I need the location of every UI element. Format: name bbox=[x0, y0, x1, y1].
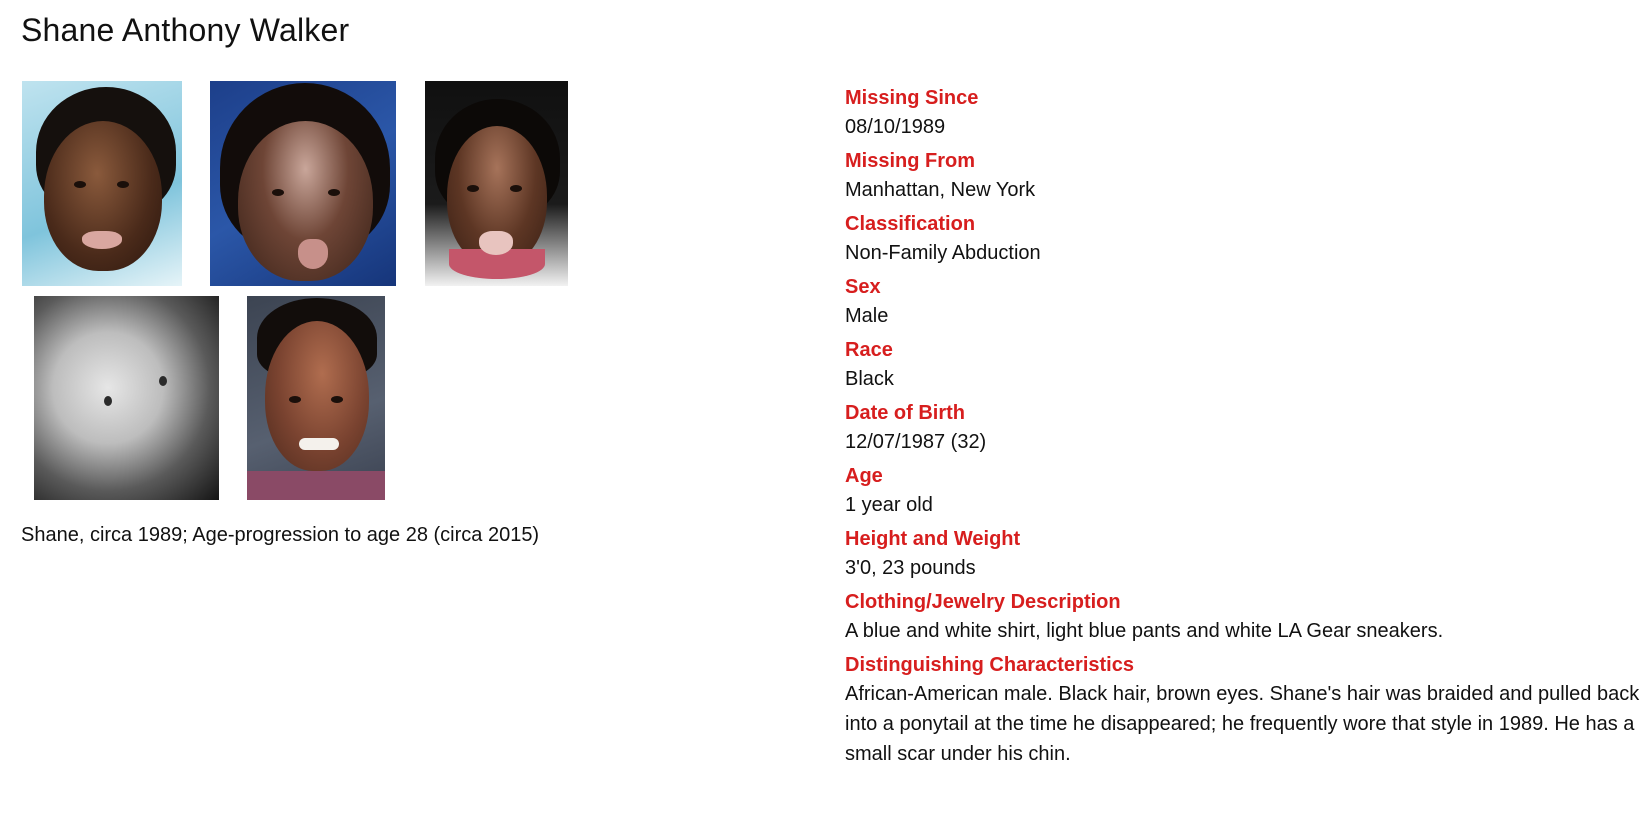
photo-mouth-shape bbox=[299, 438, 339, 450]
detail-value: 12/07/1987 (32) bbox=[845, 431, 987, 453]
detail-label: Clothing/Jewelry Description bbox=[845, 591, 1121, 613]
case-details bbox=[845, 84, 1645, 774]
photo-childhood-3[interactable] bbox=[425, 81, 568, 286]
detail-date-of-birth bbox=[845, 399, 1645, 457]
detail-label: Distinguishing Characteristics bbox=[845, 654, 1134, 676]
detail-value: Non-Family Abduction bbox=[845, 242, 1041, 264]
photo-feature-shape bbox=[159, 376, 167, 386]
detail-label: Date of Birth bbox=[845, 402, 965, 424]
detail-missing-since bbox=[845, 84, 1645, 142]
photo-childhood-bw[interactable] bbox=[34, 296, 219, 500]
photo-eye-shape bbox=[289, 396, 301, 403]
page-title: Shane Anthony Walker bbox=[21, 12, 350, 48]
photo-eye-shape bbox=[331, 396, 343, 403]
photo-age-progression[interactable] bbox=[247, 296, 385, 500]
detail-label: Missing Since bbox=[845, 87, 979, 109]
detail-race bbox=[845, 336, 1645, 394]
detail-value: 3'0, 23 pounds bbox=[845, 557, 976, 579]
detail-label: Sex bbox=[845, 276, 881, 298]
detail-missing-from bbox=[845, 147, 1645, 205]
photo-feature-shape bbox=[104, 396, 112, 406]
detail-label: Classification bbox=[845, 213, 976, 235]
photo-childhood-2[interactable] bbox=[210, 81, 396, 286]
detail-label: Height and Weight bbox=[845, 528, 1021, 550]
photo-shirt-shape bbox=[247, 471, 385, 500]
photo-eye-shape bbox=[328, 189, 340, 196]
detail-sex bbox=[845, 273, 1645, 331]
photo-mouth-shape bbox=[298, 239, 328, 269]
photo-mouth-shape bbox=[82, 231, 122, 249]
detail-age bbox=[845, 462, 1645, 520]
photo-eye-shape bbox=[467, 185, 479, 192]
detail-height-weight bbox=[845, 525, 1645, 583]
detail-distinguishing-characteristics bbox=[845, 651, 1645, 769]
photo-childhood-1[interactable] bbox=[22, 81, 182, 286]
detail-value: African-American male. Black hair, brown eyes. Shane's hair was braided and pulled back into a ponytail at the time he disappeared; he frequently wore that style in 1989. He has a small scar under his chin. bbox=[845, 683, 1640, 765]
detail-label: Missing From bbox=[845, 150, 976, 172]
detail-clothing bbox=[845, 588, 1645, 646]
photo-mouth-shape bbox=[479, 231, 513, 255]
photo-eye-shape bbox=[272, 189, 284, 196]
photo-caption: Shane, circa 1989; Age-progression to age 28 (circa 2015) bbox=[21, 524, 540, 546]
detail-classification bbox=[845, 210, 1645, 268]
detail-value: Male bbox=[845, 305, 889, 327]
detail-value: A blue and white shirt, light blue pants and white LA Gear sneakers. bbox=[845, 620, 1444, 642]
photo-eye-shape bbox=[510, 185, 522, 192]
photo-eye-shape bbox=[117, 181, 129, 188]
detail-label: Race bbox=[845, 339, 893, 361]
detail-value: Black bbox=[845, 368, 894, 390]
detail-value: Manhattan, New York bbox=[845, 179, 1036, 201]
detail-value: 08/10/1989 bbox=[845, 116, 946, 138]
detail-label: Age bbox=[845, 465, 883, 487]
detail-value: 1 year old bbox=[845, 494, 933, 516]
photo-eye-shape bbox=[74, 181, 86, 188]
